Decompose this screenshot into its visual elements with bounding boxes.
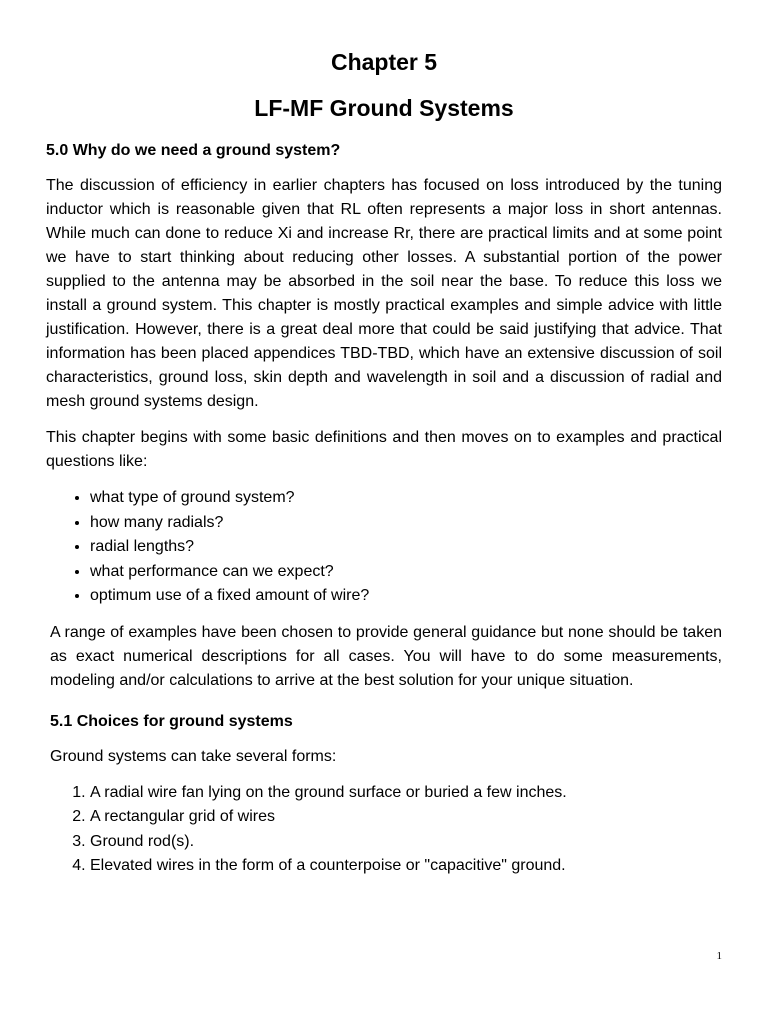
list-item: • what performance can we expect? [90, 560, 722, 585]
list-item: 4. Elevated wires in the form of a counterpoise or "capacitive" ground. [90, 854, 722, 879]
paragraph-chapter-intro: This chapter begins with some basic definitions and then moves on to examples and practical questions like: [46, 429, 722, 470]
list-item: 2. A rectangular grid of wires [90, 805, 722, 830]
paragraph-forms-intro: Ground systems can take several forms: [50, 747, 337, 765]
list-item: • radial lengths? [90, 535, 722, 560]
list-item: • optimum use of a fixed amount of wire? [90, 584, 722, 609]
list-item: 1. A radial wire fan lying on the ground surface or buried a few inches. [90, 781, 722, 806]
chapter-title: LF-MF Ground Systems [254, 95, 514, 121]
list-item: • how many radials? [90, 511, 722, 536]
ground-forms-list [46, 781, 722, 879]
paragraph-efficiency: The discussion of efficiency in earlier chapters has focused on loss introduced by the tuning inductor which is reasonable given that RL often represents a major loss in short antennas. While much can done to reduce Xi and increase Rr, there are practical limits and at some point we have to start thinking about reducing other losses. A substantial portion of the power supplied to the antenna may be absorbed in the soil near the base. To reduce this loss we install a ground system. This chapter is mostly practical examples and simple advice with little justification. However, there is a great deal more that could be said justifying that advice. That information has been placed appendices TBD-TBD, which have an extensive discussion of soil characteristics, ground loss, skin depth and wavelength in soil and a discussion of radial and mesh ground systems design. [46, 177, 722, 410]
list-item: • what type of ground system? [90, 486, 722, 511]
section-heading-5-1: 5.1 Choices for ground systems [50, 712, 293, 730]
section-heading-5-0: 5.0 Why do we need a ground system? [46, 142, 341, 159]
questions-list [46, 486, 722, 609]
list-item: 3. Ground rod(s). [90, 830, 722, 855]
paragraph-examples: A range of examples have been chosen to provide general guidance but none should be taken as exact numerical descriptions for all cases. You will have to do some measurements, modeling and/or calculations to arrive at the best solution for your unique situation. [50, 623, 722, 689]
chapter-number: Chapter 5 [330, 49, 438, 75]
page-number: 1 [716, 950, 722, 962]
